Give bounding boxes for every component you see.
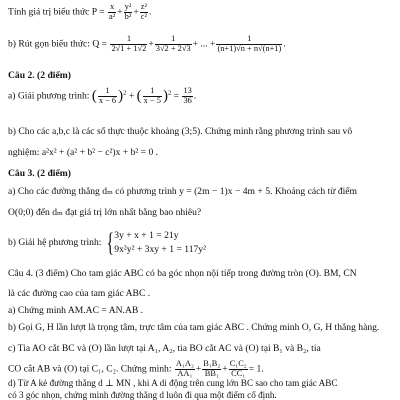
question-4c-text: c) Tia AO cắt BC và (O) lần lượt tại A₁, A₂, tia BO cắt AC và (O) tại B₁ và B₂, tia	[8, 343, 321, 354]
question-3-heading: Câu 3. (2 điểm)	[8, 168, 71, 179]
equation-system: 3y + x + 1 = 21y 9x²y² + 3xy + 1 = 117y²	[114, 230, 206, 255]
question-4-intro: Câu 4. (3 điểm) Cho tam giác ABC có ba góc nhọn nội tiếp trong đường tròn (O). BM, CN	[8, 268, 357, 279]
question-2b-text: b) Cho các a,b,c là các số thực thuộc khoảng (3;5). Chứng minh rằng phương trình sau vô	[8, 126, 353, 137]
eq-fraction-1: $\frac{1}{x - 6}$	[98, 86, 117, 105]
question-2a-line: a) Giải phương trình: ( $\frac{1}{x - 6}$ )$^2$ + ( $\frac{1}{x - 5}$ )$^2$ = $\frac{13}{36}$ .	[8, 86, 197, 105]
question-2a-text: a) Giải phương trình:	[8, 90, 90, 102]
p-fraction-3: $\frac{\text{z²}}{\text{c²}}$	[140, 2, 147, 21]
question-3a-text: a) Cho các đường thẳng dₘ có phương trình y = (2m − 1)x − 4m + 5. Khoảng cách từ điểm	[8, 186, 358, 197]
question-4d-text: d) Từ A kẻ đường thẳng d ⊥ MN , khi A di động trên cung lớn BC sao cho tam giác ABC	[8, 378, 338, 388]
q-ellipsis: + ... +	[192, 38, 216, 50]
question-3b-text: b) Giải hệ phương trình:	[8, 237, 102, 249]
question-4b-text: b) Gọi G, H lần lượt là trọng tâm, trực tâm của tam giác ABC . Chứng minh O, G, H thẳng hàng.	[8, 322, 380, 333]
question-3a-text-cont: O(0;0) đến dₘ đạt giá trị lớn nhất bằng bao nhiêu?	[8, 207, 202, 218]
question-2b-equation: nghiệm: a²x² + (a² + b² − c²)x + b² = 0 .	[8, 147, 159, 158]
eq-fraction-2: $\frac{1}{x - 5}$	[143, 86, 161, 105]
question-4a-text: a) Chứng minh AM.AC = AN.AB .	[8, 305, 144, 316]
question-2-heading: Câu 2. (2 điểm)	[8, 70, 71, 81]
question-3b-line: b) Giải hệ phương trình: { 3y + x + 1 = 21y 9x²y² + 3xy + 1 = 117y²	[8, 227, 206, 257]
question-4-intro-cont: là các đường cao của tam giác ABC .	[8, 288, 151, 299]
ratio-fraction-1: $\frac{\text{A₁A₂}}{\text{AA₁}}$	[175, 359, 194, 378]
question-4d-text-cont: có 3 góc nhọn, chứng minh đường thẳng d luôn đi qua một điểm cố định.	[8, 390, 277, 400]
q-term-2: $\frac{1}{3√2 + 2√3}$	[155, 34, 191, 53]
question-4c-text-cont: CO cắt AB và (O) tại C₁, C₂. Chứng minh:	[8, 363, 172, 375]
expression-p-intro: Tính giá trị biểu thức P =	[8, 6, 107, 18]
p-fraction-1: $\frac{x}{\text{a²}}$	[108, 2, 116, 21]
p-fraction-2: $\frac{\text{y²}}{\text{b²}}$	[124, 2, 132, 21]
question-1b-text: b) Rút gọn biểu thức: Q =	[8, 38, 110, 50]
ratio-fraction-3: $\frac{\text{C₁C₂}}{\text{CC₁}}$	[229, 359, 247, 378]
q-term-n: $\frac{1}{(n+1)√n + n√(n+1)}$	[217, 34, 282, 53]
q-term-1: $\frac{1}{2√1 + 1√2}$	[111, 34, 147, 53]
expression-p-line: Tính giá trị biểu thức P = $\frac{x}{\text{a²}}$ + $\frac{\text{y²}}{\text{b²}}$ + $\frac{\text{z²}}{\text{c²}}$ .	[8, 2, 152, 21]
question-4c-ratio-line: CO cắt AB và (O) tại C₁, C₂. Chứng minh: $\frac{\text{A₁A₂}}{\text{AA₁}}$ + $\frac{\text{B₁B₂}}{\text{BB₁}}$ + $\frac{\text{C₁C₂}}{\text{CC₁}}$ = 1.	[8, 359, 264, 378]
expression-q-line: b) Rút gọn biểu thức: Q = $\frac{1}{2√1 + 1√2}$ + $\frac{1}{3√2 + 2√3}$ + ... + $\frac{1}{(n+1)√n + n√(n+1)}$ .	[8, 34, 286, 53]
ratio-fraction-2: $\frac{\text{B₁B₂}}{\text{BB₁}}$	[203, 359, 221, 378]
eq-result-fraction: $\frac{13}{36}$	[183, 86, 192, 105]
